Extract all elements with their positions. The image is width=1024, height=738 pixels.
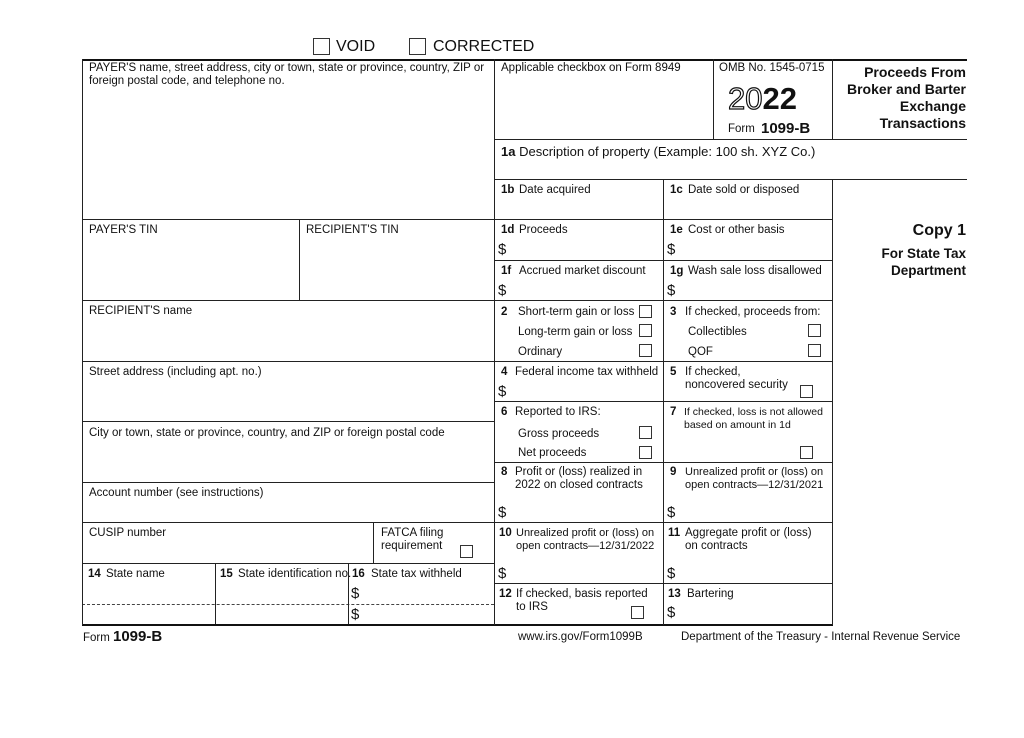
box9-label: Unrealized profit or (loss) on open contracts—12/31/2021: [685, 466, 824, 491]
box2-number: 2: [501, 306, 508, 318]
box16-dollar-2: $: [351, 606, 360, 623]
box5-label: If checked, noncovered security: [685, 366, 788, 391]
box6-label: Reported to IRS:: [515, 406, 601, 418]
box12-label: If checked, basis reported to IRS: [516, 588, 648, 613]
box6-net-checkbox[interactable]: [639, 446, 652, 459]
box16-dollar-1: $: [351, 585, 360, 602]
box12-checkbox[interactable]: [631, 606, 644, 619]
tax-year: [728, 82, 797, 116]
box1b-number: 1b: [501, 184, 515, 196]
box3-qof-checkbox[interactable]: [808, 344, 821, 357]
box1c-number: 1c: [670, 184, 683, 196]
box3-number: 3: [670, 306, 677, 318]
box1d-dollar: $: [498, 241, 507, 258]
box13-label: Bartering: [687, 588, 734, 600]
form-word: Form: [728, 123, 755, 135]
box1d-label: Proceeds: [519, 224, 568, 236]
box1e-label: Cost or other basis: [688, 224, 785, 236]
box5-checkbox[interactable]: [800, 385, 813, 398]
box7-checkbox[interactable]: [800, 446, 813, 459]
box14-label: State name: [106, 568, 165, 580]
box1g-label: Wash sale loss disallowed: [688, 265, 822, 277]
copy-subtitle: For State Tax Department: [881, 246, 966, 278]
box8-dollar: $: [498, 504, 507, 521]
void-checkbox[interactable]: [313, 38, 330, 55]
box6-net-label: Net proceeds: [518, 447, 587, 459]
box1a-number: 1a: [501, 144, 516, 159]
box10-dollar: $: [498, 565, 507, 582]
applicable-checkbox-label: Applicable checkbox on Form 8949: [501, 62, 681, 74]
box13-number: 13: [668, 588, 681, 600]
street-address-label: Street address (including apt. no.): [89, 366, 262, 378]
box16-label: State tax withheld: [371, 568, 462, 580]
box7-number: 7: [670, 406, 677, 418]
void-label: VOID: [336, 38, 376, 55]
box1a: [501, 144, 815, 159]
box2-short-term-checkbox[interactable]: [639, 305, 652, 318]
box11-number: 11: [668, 527, 681, 539]
box1e-dollar: $: [667, 241, 676, 258]
box3-collectibles-checkbox[interactable]: [808, 324, 821, 337]
cusip-label: CUSIP number: [89, 527, 167, 539]
box4-label: Federal income tax withheld: [515, 366, 659, 378]
box1b-label: Date acquired: [519, 184, 591, 196]
box1f-label: Accrued market discount: [519, 265, 646, 277]
department-text: Department of the Treasury - Internal Revenue Service: [681, 631, 961, 643]
box3-label: If checked, proceeds from:: [685, 306, 821, 318]
fatca-checkbox[interactable]: [460, 545, 473, 558]
box2-ordinary-label: Ordinary: [518, 346, 563, 358]
footer-form-name: 1099-B: [113, 628, 163, 645]
box1g-dollar: $: [667, 282, 676, 299]
box8-label: Profit or (loss) realized in 2022 on closed contracts: [515, 466, 643, 491]
box11-dollar: $: [667, 565, 676, 582]
box13-dollar: $: [667, 604, 676, 621]
box15-number: 15: [220, 568, 233, 580]
box2-long-term-label: Long-term gain or loss: [518, 326, 633, 338]
recipient-tin-label: RECIPIENT'S TIN: [306, 224, 399, 236]
box4-dollar: $: [498, 383, 507, 400]
box5-number: 5: [670, 366, 677, 378]
box6-number: 6: [501, 406, 508, 418]
account-number-label: Account number (see instructions): [89, 487, 264, 499]
box4-number: 4: [501, 366, 508, 378]
footer-form-word: Form: [83, 632, 110, 644]
tax-year-prefix: 20: [728, 81, 763, 116]
fatca-label: FATCA filing requirement: [381, 527, 444, 552]
box1f-dollar: $: [498, 282, 507, 299]
box3-collectibles-label: Collectibles: [688, 326, 747, 338]
box10-number: 10: [499, 527, 512, 539]
box1c-label: Date sold or disposed: [688, 184, 800, 196]
box1g-number: 1g: [670, 265, 684, 277]
box1e-number: 1e: [670, 224, 683, 236]
box1a-label: Description of property (Example: 100 sh. XYZ Co.): [519, 144, 816, 159]
recipient-name-label: RECIPIENT'S name: [89, 305, 193, 317]
corrected-label: CORRECTED: [433, 38, 535, 55]
omb-number: OMB No. 1545-0715: [719, 62, 825, 74]
box1f-number: 1f: [501, 265, 512, 277]
corrected-checkbox[interactable]: [409, 38, 426, 55]
box8-number: 8: [501, 466, 508, 478]
box15-label: State identification no.: [238, 568, 352, 580]
form-title: Proceeds From Broker and Barter Exchange Transactions: [846, 64, 966, 131]
form-name: 1099-B: [761, 120, 811, 137]
tax-year-suffix: 22: [762, 81, 797, 116]
box16-number: 16: [352, 568, 365, 580]
irs-url[interactable]: www.irs.gov/Form1099B: [518, 631, 643, 643]
box6-gross-label: Gross proceeds: [518, 428, 600, 440]
payer-tin-label: PAYER'S TIN: [89, 224, 158, 236]
box11-label: Aggregate profit or (loss) on contracts: [685, 527, 812, 552]
box2-short-term-label: Short-term gain or loss: [518, 306, 635, 318]
box2-ordinary-checkbox[interactable]: [639, 344, 652, 357]
box9-dollar: $: [667, 504, 676, 521]
city-label: City or town, state or province, country, and ZIP or foreign postal code: [89, 427, 445, 439]
box3-qof-label: QOF: [688, 346, 713, 358]
box9-number: 9: [670, 466, 677, 478]
box12-number: 12: [499, 588, 512, 600]
box1d-number: 1d: [501, 224, 515, 236]
payer-info-label: PAYER'S name, street address, city or town, state or province, country, ZIP or foreign postal code, and telephone no.: [89, 62, 485, 87]
box14-number: 14: [88, 568, 101, 580]
box10-label: Unrealized profit or (loss) on open contracts—12/31/2022: [516, 527, 655, 552]
box7-label: If checked, loss is not allowed based on amount in 1d: [684, 406, 823, 431]
copy-title: Copy 1: [912, 222, 966, 239]
box2-long-term-checkbox[interactable]: [639, 324, 652, 337]
box6-gross-checkbox[interactable]: [639, 426, 652, 439]
